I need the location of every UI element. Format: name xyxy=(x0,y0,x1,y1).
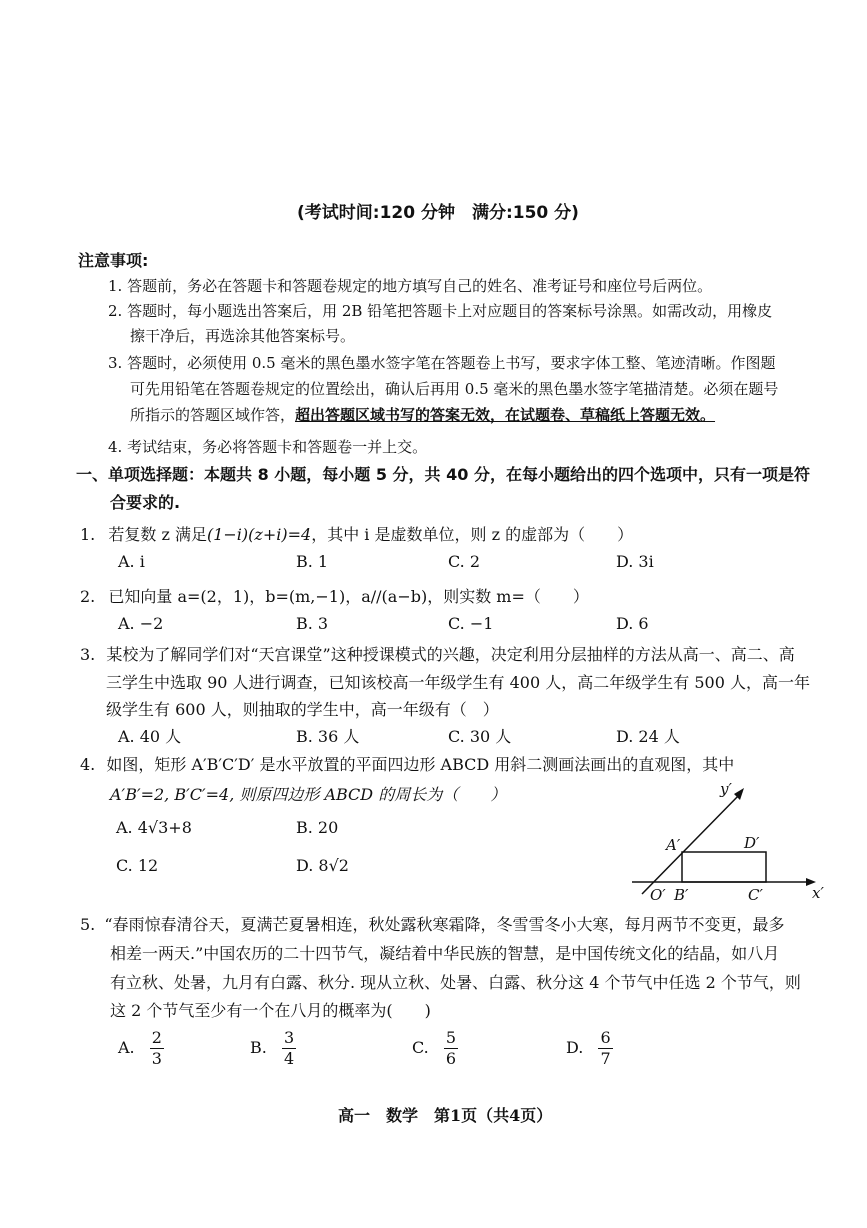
note-2b: 擦干净后，再选涂其他答案标号。 xyxy=(130,327,356,345)
q3-line3: 级学生有 600 人，则抽取的学生中，高一年级有（ ） xyxy=(106,700,499,719)
q3-line1: 某校为了解同学们对“天宫课堂”这种授课模式的兴趣，决定利用分层抽样的方法从高一、高二、高 xyxy=(106,645,795,664)
q2-option-b: B. 3 xyxy=(296,614,329,633)
q3-line2: 三学生中选取 90 人进行调查，已知该校高一年级学生有 400 人，高二年级学生有 500 人，高一年 xyxy=(106,673,810,692)
q5-option-b-label: B. xyxy=(250,1038,267,1057)
q3-option-c: C. 30 人 xyxy=(448,727,512,746)
q1-option-b: B. 1 xyxy=(296,552,329,571)
label-y: y′ xyxy=(720,780,732,798)
q3-option-b: B. 36 人 xyxy=(296,727,360,746)
page-footer: 高一 数学 第1页（共4页） xyxy=(338,1106,553,1125)
q5-option-c-label: C. xyxy=(412,1038,429,1057)
q4-figure xyxy=(620,778,850,908)
q5-c-den: 6 xyxy=(445,1049,457,1068)
q5-d-num: 6 xyxy=(600,1028,611,1047)
q5-num: 5. xyxy=(80,915,96,934)
q1-pre: 若复数 z 满足 xyxy=(108,525,207,544)
note-4: 4. 考试结束，务必将答题卡和答题卷一并上交。 xyxy=(108,438,428,456)
q5-b-den: 4 xyxy=(283,1049,295,1068)
q1-expr: (1−i)(z+i)=4 xyxy=(206,525,312,544)
q5-option-b xyxy=(250,1030,296,1067)
q5-c-num: 5 xyxy=(445,1028,457,1047)
q1-option-d: D. 3i xyxy=(616,552,654,571)
note-3c-bold: 超出答题区域书写的答案无效，在试题卷、草稿纸上答题无效。 xyxy=(295,406,716,424)
q5-line4: 这 2 个节气至少有一个在八月的概率为( ) xyxy=(110,1001,431,1020)
q1-option-c: C. 2 xyxy=(448,552,481,571)
label-d: D′ xyxy=(744,834,760,852)
q5-option-a-fraction xyxy=(150,1030,164,1067)
q4-option-c: C. 12 xyxy=(116,856,159,875)
rectangle-abcd xyxy=(682,852,766,882)
notes-title: 注意事项: xyxy=(78,251,149,270)
q5-d-den: 7 xyxy=(600,1049,611,1068)
q1-post: ，其中 i 是虚数单位，则 z 的虚部为（ ） xyxy=(311,525,634,544)
label-a: A′ xyxy=(666,836,681,854)
section1-title: 一、单项选择题：本题共 8 小题，每小题 5 分，共 40 分，在每小题给出的四个选项中，只有一项是符 xyxy=(76,465,810,484)
label-c: C′ xyxy=(748,886,763,904)
q5-option-d-label: D. xyxy=(566,1038,584,1057)
q5-option-a-label: A. xyxy=(118,1038,135,1057)
q2-text: 已知向量 a=(2，1)，b=(m,−1)，a//(a−b)，则实数 m=（ ） xyxy=(108,587,589,606)
question-4-line1 xyxy=(80,752,734,775)
q4-option-a: A. 4√3+8 xyxy=(116,818,192,837)
exam-info: (考试时间:120 分钟 满分:150 分) xyxy=(297,203,579,223)
note-3c xyxy=(130,404,715,425)
label-b: B′ xyxy=(674,886,689,904)
question-5-line1 xyxy=(80,912,785,935)
q5-option-d xyxy=(566,1030,613,1067)
y-axis xyxy=(642,792,742,894)
q5-option-a xyxy=(118,1030,164,1067)
q5-line2: 相差一两天.”中国农历的二十四节气，凝结着中华民族的智慧，是中国传统文化的结晶，如八月 xyxy=(110,944,780,963)
q4-num: 4. xyxy=(80,755,96,774)
label-x: x′ xyxy=(812,884,824,902)
note-3b: 可先用铅笔在答题卷规定的位置绘出，确认后再用 0.5 毫米的黑色墨水签字笔描清楚。必须在题号 xyxy=(130,380,779,398)
note-3c-text: 所指示的答题区域作答， xyxy=(130,406,296,424)
q2-option-c: C. −1 xyxy=(448,614,494,633)
q5-option-d-fraction xyxy=(598,1030,612,1067)
q3-option-a: A. 40 人 xyxy=(118,727,182,746)
q4-option-d: D. 8√2 xyxy=(296,856,349,875)
note-2a: 2. 答题时，每小题选出答案后，用 2B 铅笔把答题卡上对应题目的答案标号涂黑。如需改动，用橡皮 xyxy=(108,302,773,320)
q2-option-a: A. −2 xyxy=(118,614,164,633)
q1-option-a: A. i xyxy=(118,552,145,571)
q4-line1: 如图，矩形 A′B′C′D′ 是水平放置的平面四边形 ABCD 用斜二测画法画出的直观图，其中 xyxy=(106,755,735,774)
section1-title-2: 合要求的. xyxy=(110,493,181,512)
q5-b-num: 3 xyxy=(283,1028,295,1047)
q3-option-d: D. 24 人 xyxy=(616,727,680,746)
question-2 xyxy=(80,584,589,607)
q5-option-b-fraction xyxy=(282,1030,296,1067)
q3-num: 3. xyxy=(80,645,96,664)
q2-num: 2. xyxy=(80,587,96,606)
q5-a-den: 3 xyxy=(151,1049,162,1068)
note-1: 1. 答题前，务必在答题卡和答题卷规定的地方填写自己的姓名、准考证号和座位号后两位。 xyxy=(108,277,713,295)
q5-option-c xyxy=(412,1030,458,1067)
label-o: O′ xyxy=(650,886,666,904)
note-3a: 3. 答题时，必须使用 0.5 毫米的黑色墨水签字笔在答题卷上书写，要求字体工整、笔迹清晰。作图题 xyxy=(108,354,776,372)
q1-num: 1. xyxy=(80,525,96,544)
q5-line1: “春雨惊春清谷天，夏满芒夏暑相连，秋处露秋寒霜降，冬雪雪冬小大寒，每月两节不变更，最多 xyxy=(104,915,785,934)
question-1 xyxy=(80,522,633,545)
q2-option-d: D. 6 xyxy=(616,614,649,633)
q4-option-b: B. 20 xyxy=(296,818,339,837)
q5-a-num: 2 xyxy=(151,1028,162,1047)
q4-line2: A′B′=2, B′C′=4, 则原四边形 ABCD 的周长为（ ） xyxy=(110,785,507,804)
question-3-line1 xyxy=(80,642,795,665)
q5-line3: 有立秋、处暑，九月有白露、秋分. 现从立秋、处暑、白露、秋分这 4 个节气中任选 2 个节气，则 xyxy=(110,973,801,992)
q5-option-c-fraction xyxy=(444,1030,458,1067)
